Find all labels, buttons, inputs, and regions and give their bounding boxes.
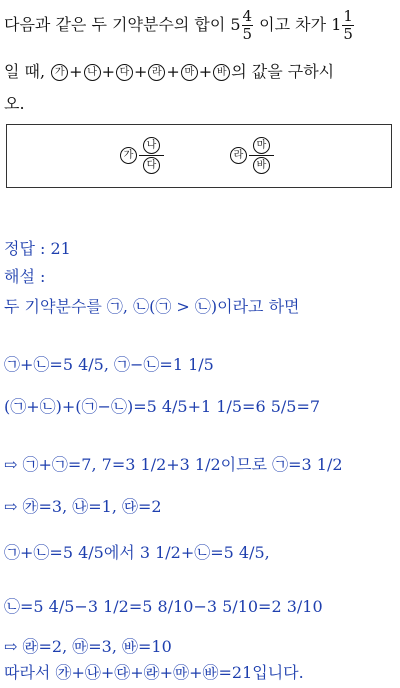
explanation-line-5: ⇨ ㉮=3, ㉯=1, ㉰=2 <box>4 497 162 516</box>
answer-label: 정답 : 21 <box>4 239 71 258</box>
explanation-line-8: ⇨ ㉱=2, ㉲=3, ㉳=10 <box>4 637 172 656</box>
explanation-line-9: 따라서 ㉮+㉯+㉰+㉱+㉲+㉳=21입니다. <box>4 663 304 682</box>
box-fraction-2: 라 $\frac{\text{마}}{\text{바}}$ <box>229 135 275 175</box>
symbol-ra: 라 <box>148 64 165 81</box>
difference-fraction: $\frac{1}{5}$ <box>343 7 353 43</box>
question-line-3: 오. <box>4 94 25 113</box>
box-fraction-1: 가 $\frac{\text{나}}{\text{다}}$ <box>119 135 165 175</box>
explanation-line-7: ㉡=5 4/5−3 1/2=5 8/10−3 5/10=2 3/10 <box>4 597 323 616</box>
sum-fraction: $\frac{4}{5}$ <box>242 7 253 43</box>
symbol-ga: 가 <box>51 64 68 81</box>
question-line-2: 일 때, 가 + 나 + 다 + 라 + 마 + 바 의 값을 구하시 <box>4 62 335 81</box>
explanation-line-3: (㉠+㉡)+(㉠−㉡)=5 4/5+1 1/5=6 5/5=7 <box>4 397 321 416</box>
explanation-line-2: ㉠+㉡=5 4/5, ㉠−㉡=1 1/5 <box>4 355 214 374</box>
symbol-da: 다 <box>116 64 133 81</box>
explanation-line-6: ㉠+㉡=5 4/5에서 3 1/2+㉡=5 4/5, <box>4 543 270 562</box>
symbol-na: 나 <box>84 64 101 81</box>
question-line-1: 다음과 같은 두 기약분수의 합이 5 $\frac{4}{5}$ 이고 차가 1 $\frac{1}{5}$ <box>4 7 353 43</box>
symbol-ma: 마 <box>181 64 198 81</box>
fraction-box <box>6 124 392 188</box>
explanation-line-1: 두 기약분수를 ㉠, ㉡(㉠ > ㉡)이라고 하면 <box>4 297 300 316</box>
explanation-label: 해설 : <box>4 267 46 286</box>
explanation-line-4: ⇨ ㉠+㉠=7, 7=3 1/2+3 1/2이므로 ㉠=3 1/2 <box>4 455 343 474</box>
symbol-ba: 바 <box>213 64 230 81</box>
